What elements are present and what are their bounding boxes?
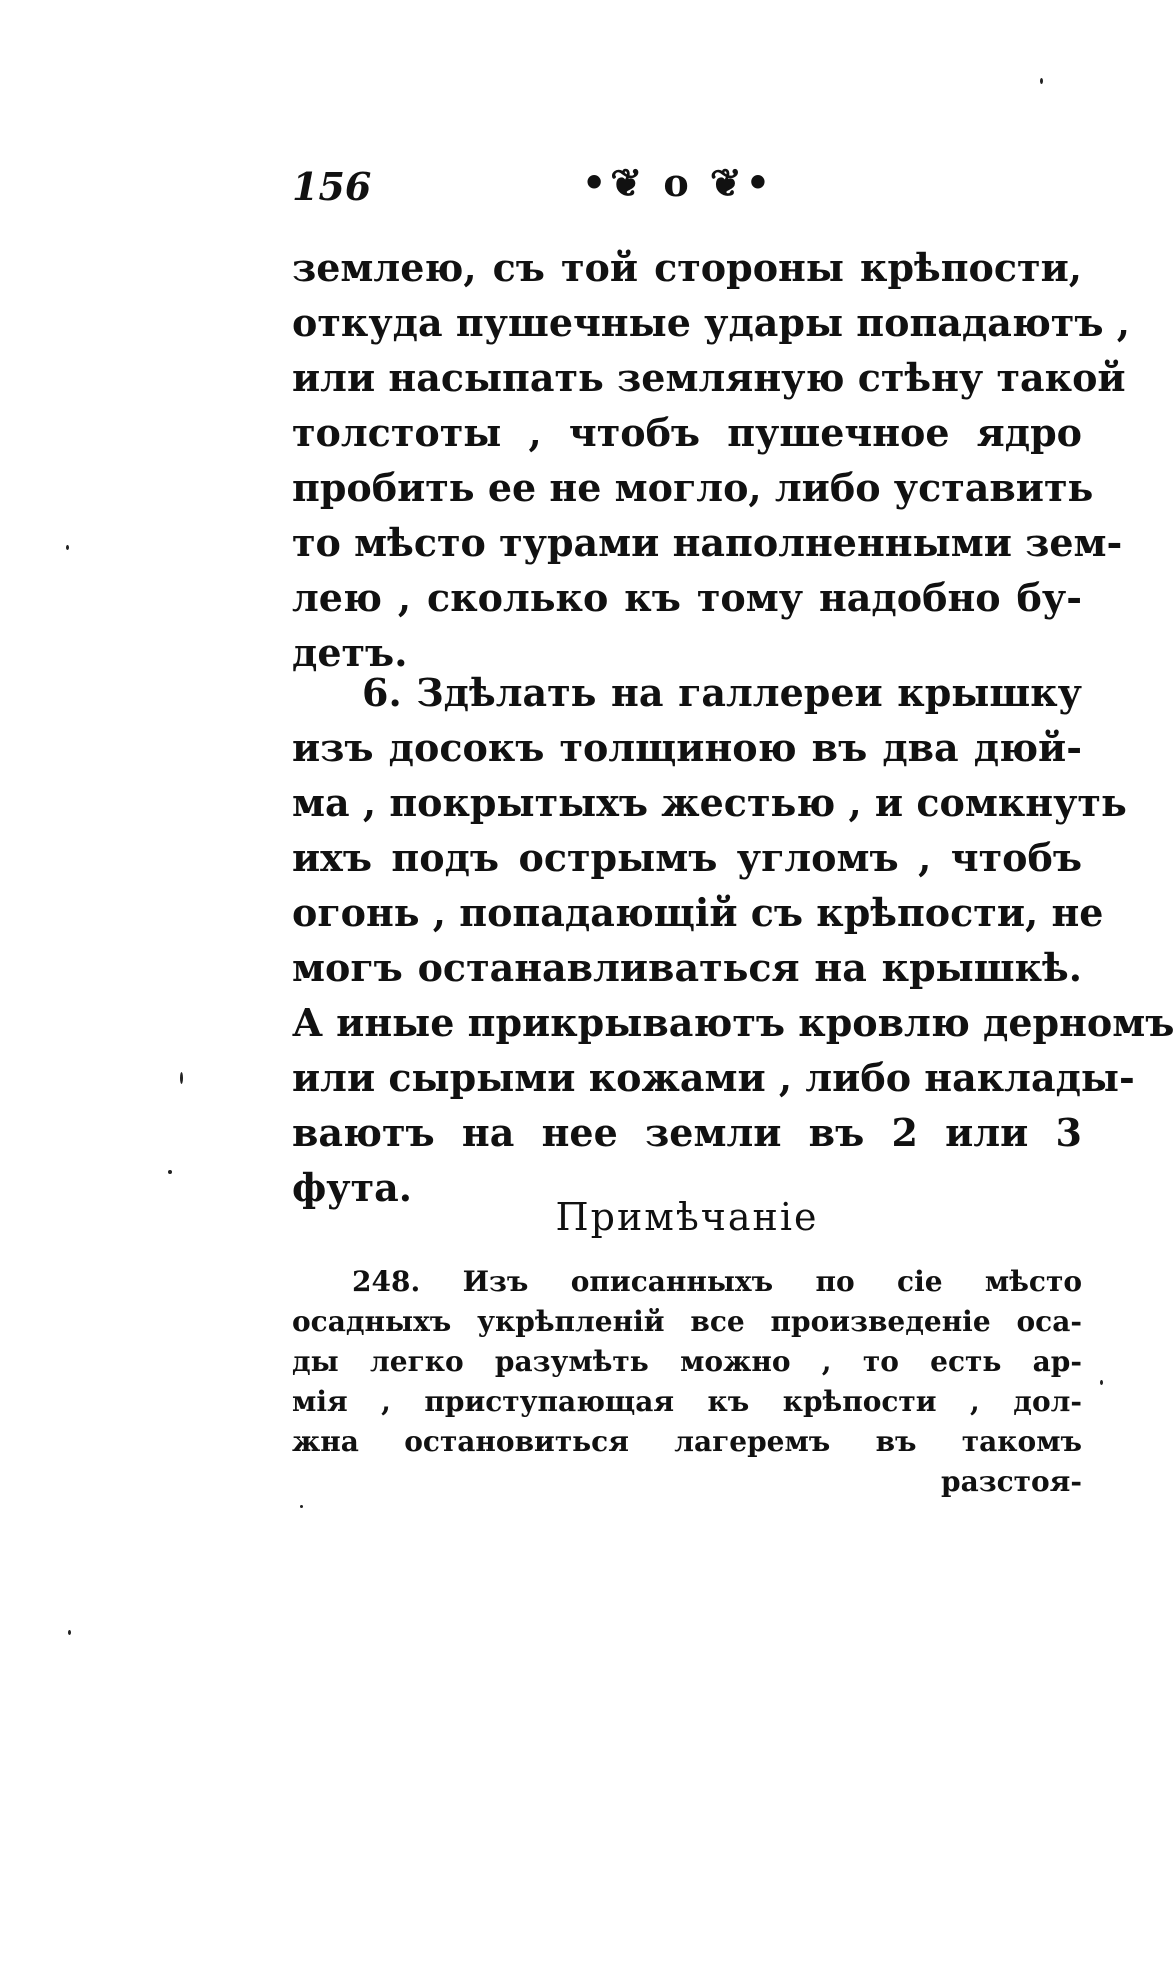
text-line: фута. xyxy=(292,1165,412,1210)
catchword: разстоя- xyxy=(941,1465,1082,1498)
print-speck xyxy=(300,1505,303,1508)
paragraph-item-6 xyxy=(292,665,1174,1215)
text-line: или насыпать земляную стѣну такой xyxy=(292,355,1126,400)
print-speck xyxy=(168,1170,172,1174)
text-line: или сырыми кожами , либо наклады- xyxy=(292,1055,1135,1100)
text-line: А иные прикрываютъ кровлю дерномъ xyxy=(292,1000,1174,1045)
print-speck xyxy=(1040,78,1043,84)
text-line: ваютъ на нее земли въ 2 или 3 xyxy=(292,1110,1082,1155)
text-line: ма , покрытыхъ жестью , и сомкнуть xyxy=(292,780,1127,825)
text-line: пробить ее не могло, либо уставить xyxy=(292,465,1094,510)
print-speck xyxy=(180,1072,183,1084)
header-ornament: •❦ o ❦• xyxy=(582,160,775,205)
text-line: толстоты , чтобъ пушечное ядро xyxy=(292,410,1082,455)
note-line: мія , приступающая къ крѣпости , дол- xyxy=(292,1385,1082,1418)
note-paragraph xyxy=(292,1262,1082,1502)
note-line: осадныхъ укрѣпленій все произведеніе оса- xyxy=(292,1305,1082,1338)
text-line: огонь , попадающій съ крѣпости, не xyxy=(292,890,1104,935)
print-speck xyxy=(68,1630,71,1635)
print-speck xyxy=(1100,1380,1103,1385)
print-speck xyxy=(66,545,69,550)
text-line: детъ. xyxy=(292,630,408,675)
running-head xyxy=(292,160,1082,216)
text-line: ихъ подъ острымъ угломъ , чтобъ xyxy=(292,835,1082,880)
text-line: откуда пушечные удары попадаютъ , xyxy=(292,300,1130,345)
text-line: лею , сколько къ тому надобно бу- xyxy=(292,575,1082,620)
note-line: жна остановиться лагеремъ въ такомъ xyxy=(292,1425,1082,1458)
text-line: то мѣсто турами наполненными зем- xyxy=(292,520,1123,565)
text-line: изъ досокъ толщиною въ два дюй- xyxy=(292,725,1082,770)
text-line: 6. Здѣлать на галлереи крышку xyxy=(362,670,1082,715)
paragraph-continued xyxy=(292,240,1130,680)
note-line: 248. Изъ описанныхъ по сіе мѣсто xyxy=(352,1265,1082,1298)
note-heading: Примѣчаніе xyxy=(555,1195,819,1239)
text-line: землею, съ той стороны крѣпости, xyxy=(292,245,1082,290)
note-line: ды легко разумѣть можно , то есть ар- xyxy=(292,1345,1082,1378)
page-number: 156 xyxy=(292,164,372,209)
text-line: могъ останавливаться на крышкѣ. xyxy=(292,945,1082,990)
